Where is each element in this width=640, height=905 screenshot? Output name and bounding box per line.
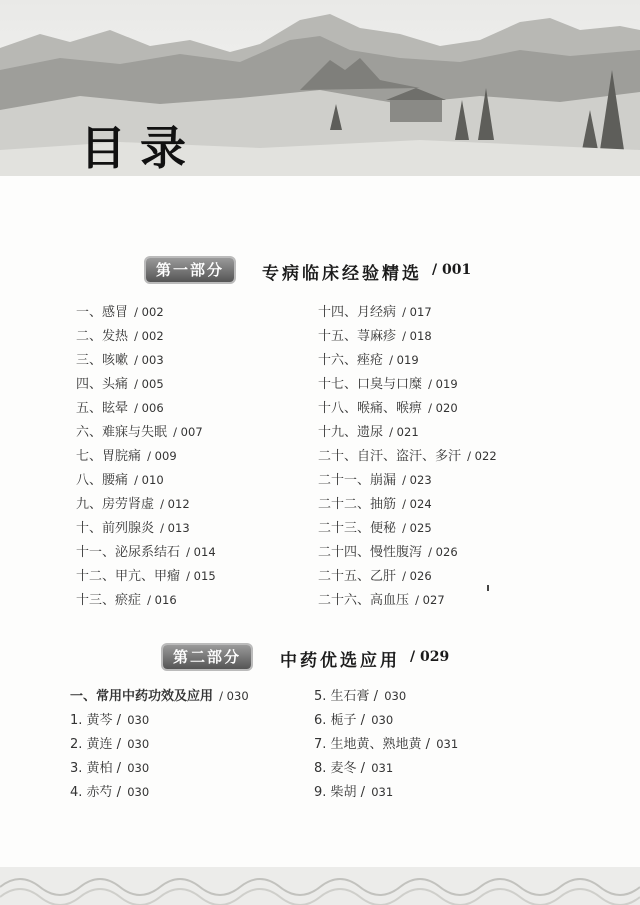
part2-header — [0, 643, 640, 673]
toc-entry[interactable] — [76, 468, 216, 492]
toc-entry[interactable] — [318, 468, 497, 492]
toc-entry[interactable] — [70, 684, 249, 708]
toc-label: 七、胃脘痛 — [76, 449, 142, 464]
part1-right-list — [318, 300, 497, 612]
toc-entry[interactable] — [314, 756, 458, 780]
toc-page: / 002 — [134, 329, 164, 343]
toc-label: 十五、荨麻疹 — [318, 329, 397, 344]
wave-border — [0, 867, 640, 905]
toc-entry[interactable] — [76, 324, 216, 348]
toc-entry[interactable] — [318, 324, 497, 348]
toc-entry[interactable] — [76, 588, 216, 612]
toc-page: / 005 — [134, 377, 164, 391]
toc-page: / 002 — [134, 305, 164, 319]
toc-page: / 007 — [173, 425, 203, 439]
toc-page: / 017 — [402, 305, 432, 319]
toc-entry[interactable] — [70, 780, 249, 804]
toc-entry[interactable] — [318, 492, 497, 516]
toc-page: / 026 — [428, 545, 458, 559]
toc-label: 二十、自汗、盗汗、多汗 — [318, 449, 462, 464]
toc-page: 030 — [371, 713, 394, 727]
toc-page: 031 — [436, 737, 459, 751]
part1-left-list — [76, 300, 216, 612]
toc-label: 6. 栀子 / — [314, 713, 366, 728]
toc-label: 十二、甲亢、甲瘤 — [76, 569, 181, 584]
toc-label: 3. 黄柏 / — [70, 761, 122, 776]
toc-page: 030 — [384, 689, 407, 703]
toc-label: 五、眩晕 — [76, 401, 129, 416]
toc-label: 十一、泌尿系结石 — [76, 545, 181, 560]
toc-label: 三、咳嗽 — [76, 353, 129, 368]
toc-page: / 010 — [134, 473, 164, 487]
toc-label: 十四、月经病 — [318, 305, 397, 320]
toc-entry[interactable] — [314, 732, 458, 756]
toc-entry[interactable] — [76, 540, 216, 564]
toc-page: / 030 — [219, 689, 249, 703]
toc-label: 9. 柴胡 / — [314, 785, 366, 800]
toc-entry[interactable] — [318, 564, 497, 588]
toc-page: / 025 — [402, 521, 432, 535]
toc-label: 1. 黄芩 / — [70, 713, 122, 728]
toc-entry[interactable] — [318, 540, 497, 564]
toc-entry[interactable] — [314, 708, 458, 732]
toc-page: / 018 — [402, 329, 432, 343]
toc-page: 031 — [371, 761, 394, 775]
toc-label: 二十四、慢性腹泻 — [318, 545, 423, 560]
toc-entry[interactable] — [314, 780, 458, 804]
toc-label: 二十二、抽筋 — [318, 497, 397, 512]
toc-page: 030 — [127, 737, 150, 751]
toc-page: / 013 — [160, 521, 190, 535]
toc-entry[interactable] — [318, 372, 497, 396]
toc-label: 4. 赤芍 / — [70, 785, 122, 800]
toc-entry[interactable] — [76, 516, 216, 540]
toc-label: 九、房劳肾虚 — [76, 497, 155, 512]
toc-entry[interactable] — [70, 756, 249, 780]
toc-label: 十、前列腺炎 — [76, 521, 155, 536]
toc-entry[interactable] — [76, 396, 216, 420]
toc-page: / 022 — [467, 449, 497, 463]
toc-page: / 026 — [402, 569, 432, 583]
toc-page: / 020 — [428, 401, 458, 415]
part2-badge: 第二部分 — [163, 645, 251, 669]
toc-label: 十三、瘀症 — [76, 593, 142, 608]
part2-right-list — [314, 684, 458, 804]
part2-title: 中药优选应用 — [280, 651, 400, 671]
toc-entry[interactable] — [76, 300, 216, 324]
toc-entry[interactable] — [76, 372, 216, 396]
toc-page: / 015 — [186, 569, 216, 583]
toc-label: 5. 生石膏 / — [314, 689, 379, 704]
toc-label: 八、腰痛 — [76, 473, 129, 488]
toc-page: / 021 — [389, 425, 419, 439]
part1-title: 专病临床经验精选 — [262, 264, 422, 284]
toc-entry[interactable] — [70, 732, 249, 756]
toc-page: / 023 — [402, 473, 432, 487]
toc-label: 二、发热 — [76, 329, 129, 344]
part2-page: / 029 — [410, 649, 450, 665]
part1-header — [0, 256, 640, 286]
toc-page: / 014 — [186, 545, 216, 559]
toc-label: 四、头痛 — [76, 377, 129, 392]
toc-entry[interactable] — [76, 420, 216, 444]
toc-entry[interactable] — [318, 588, 497, 612]
toc-page: / 003 — [134, 353, 164, 367]
toc-page: 030 — [127, 761, 150, 775]
toc-entry[interactable] — [76, 348, 216, 372]
toc-label: 一、常用中药功效及应用 — [70, 689, 214, 704]
toc-entry[interactable] — [318, 516, 497, 540]
toc-label: 二十一、崩漏 — [318, 473, 397, 488]
toc-page: / 016 — [147, 593, 177, 607]
toc-page: / 012 — [160, 497, 190, 511]
toc-label: 六、难寐与失眠 — [76, 425, 168, 440]
toc-label: 十七、口臭与口糜 — [318, 377, 423, 392]
toc-entry[interactable] — [314, 684, 458, 708]
toc-label: 7. 生地黄、熟地黄 / — [314, 737, 431, 752]
toc-label: 十八、喉痛、喉痹 — [318, 401, 423, 416]
toc-page: 031 — [371, 785, 394, 799]
toc-label: 十六、痤疮 — [318, 353, 384, 368]
toc-page: 030 — [127, 713, 150, 727]
toc-page: 030 — [127, 785, 150, 799]
toc-entry[interactable] — [318, 396, 497, 420]
toc-entry[interactable] — [318, 348, 497, 372]
toc-page: / 019 — [389, 353, 419, 367]
toc-label: 8. 麦冬 / — [314, 761, 366, 776]
toc-page: / 027 — [415, 593, 445, 607]
toc-entry[interactable] — [70, 708, 249, 732]
toc-page: / 006 — [134, 401, 164, 415]
toc-entry[interactable] — [76, 564, 216, 588]
part1-page: / 001 — [432, 262, 472, 278]
toc-label: 二十三、便秘 — [318, 521, 397, 536]
toc-label: 二十五、乙肝 — [318, 569, 397, 584]
toc-entry[interactable] — [318, 420, 497, 444]
toc-page: / 019 — [428, 377, 458, 391]
toc-entry[interactable] — [76, 444, 216, 468]
toc-page: / 024 — [402, 497, 432, 511]
stray-mark — [487, 585, 489, 591]
toc-label: 一、感冒 — [76, 305, 129, 320]
toc-entry[interactable] — [318, 300, 497, 324]
toc-label: 二十六、高血压 — [318, 593, 410, 608]
page-title: 目录 — [80, 121, 200, 175]
part1-badge: 第一部分 — [146, 258, 234, 282]
part2-left-list — [70, 684, 249, 804]
toc-entry[interactable] — [318, 444, 497, 468]
toc-entry[interactable] — [76, 492, 216, 516]
toc-label: 十九、遗尿 — [318, 425, 384, 440]
toc-page: / 009 — [147, 449, 177, 463]
toc-label: 2. 黄连 / — [70, 737, 122, 752]
